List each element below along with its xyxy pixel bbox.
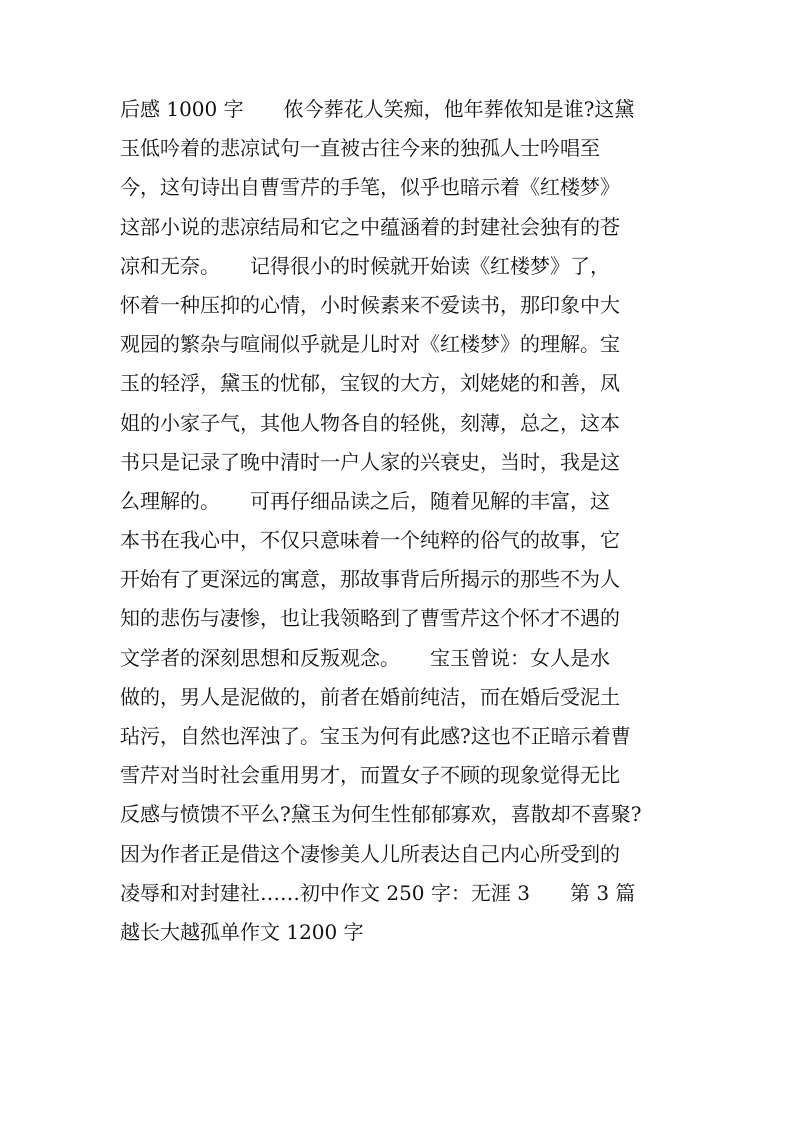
text-line-15: 文学者的深刻思想和反叛观念。 宝玉曾说：女人是水 [120, 645, 610, 670]
text-line-2: 玉低吟着的悲凉试句一直被古往今来的独孤人士吟唱至 [120, 136, 600, 161]
text-line-9: 姐的小家子气，其他人物各自的轻佻，刻薄，总之，这本 [120, 410, 620, 435]
text-line-19: 反感与愤馈不平么?黛玉为何生性郁郁寡欢，喜散却不喜聚? [120, 802, 642, 827]
text-line-12: 本书在我心中，不仅只意味着一个纯粹的俗气的故事，它 [120, 528, 620, 553]
text-line-14: 知的悲伤与凄惨，也让我领略到了曹雪芹这个怀才不遇的 [120, 606, 620, 631]
text-line-18: 雪芹对当时社会重用男才，而置女子不顾的现象觉得无比 [120, 763, 620, 788]
text-line-3: 今，这句诗出自曹雪芹的手笔，似乎也暗示着《红楼梦》 [120, 175, 620, 200]
text-line-17: 玷污，自然也浑浊了。宝玉为何有此感?这也不正暗示着曹 [120, 724, 631, 748]
text-line-4: 这部小说的悲凉结局和它之中蕴涵着的封建社会独有的苍 [120, 214, 620, 239]
text-line-13: 开始有了更深远的寓意，那故事背后所揭示的那些不为人 [120, 567, 620, 592]
text-line-6: 怀着一种压抑的心情，小时候素来不爱读书，那印象中大 [120, 292, 620, 317]
text-line-8: 玉的轻浮，黛玉的忧郁，宝钗的大方，刘姥姥的和善，凤 [120, 371, 620, 396]
text-line-21: 凌辱和对封建社……初中作文 250 字：无涯 3 第 3 篇 [120, 880, 636, 905]
text-line-22: 越长大越孤单作文 1200 字 [120, 919, 364, 944]
text-line-16: 做的，男人是泥做的，前者在婚前纯洁，而在婚后受泥土 [120, 684, 620, 709]
text-line-11: 么理解的。 可再仔细品读之后，随着见解的丰富，这 [120, 488, 610, 513]
text-line-10: 书只是记录了晚中清时一户人家的兴衰史，当时，我是这 [120, 449, 620, 474]
text-line-7: 观园的繁杂与喧闹似乎就是儿时对《红楼梦》的理解。宝 [120, 332, 620, 357]
text-line-1: 后感 1000 字 侬今葬花人笑痴，他年葬侬知是谁?这黛 [120, 97, 635, 121]
text-line-5: 凉和无奈。 记得很小的时候就开始读《红楼梦》了， [120, 253, 610, 278]
text-line-20: 因为作者正是借这个凄惨美人儿所表达自己内心所受到的 [120, 841, 620, 866]
essay-body [120, 90, 680, 952]
